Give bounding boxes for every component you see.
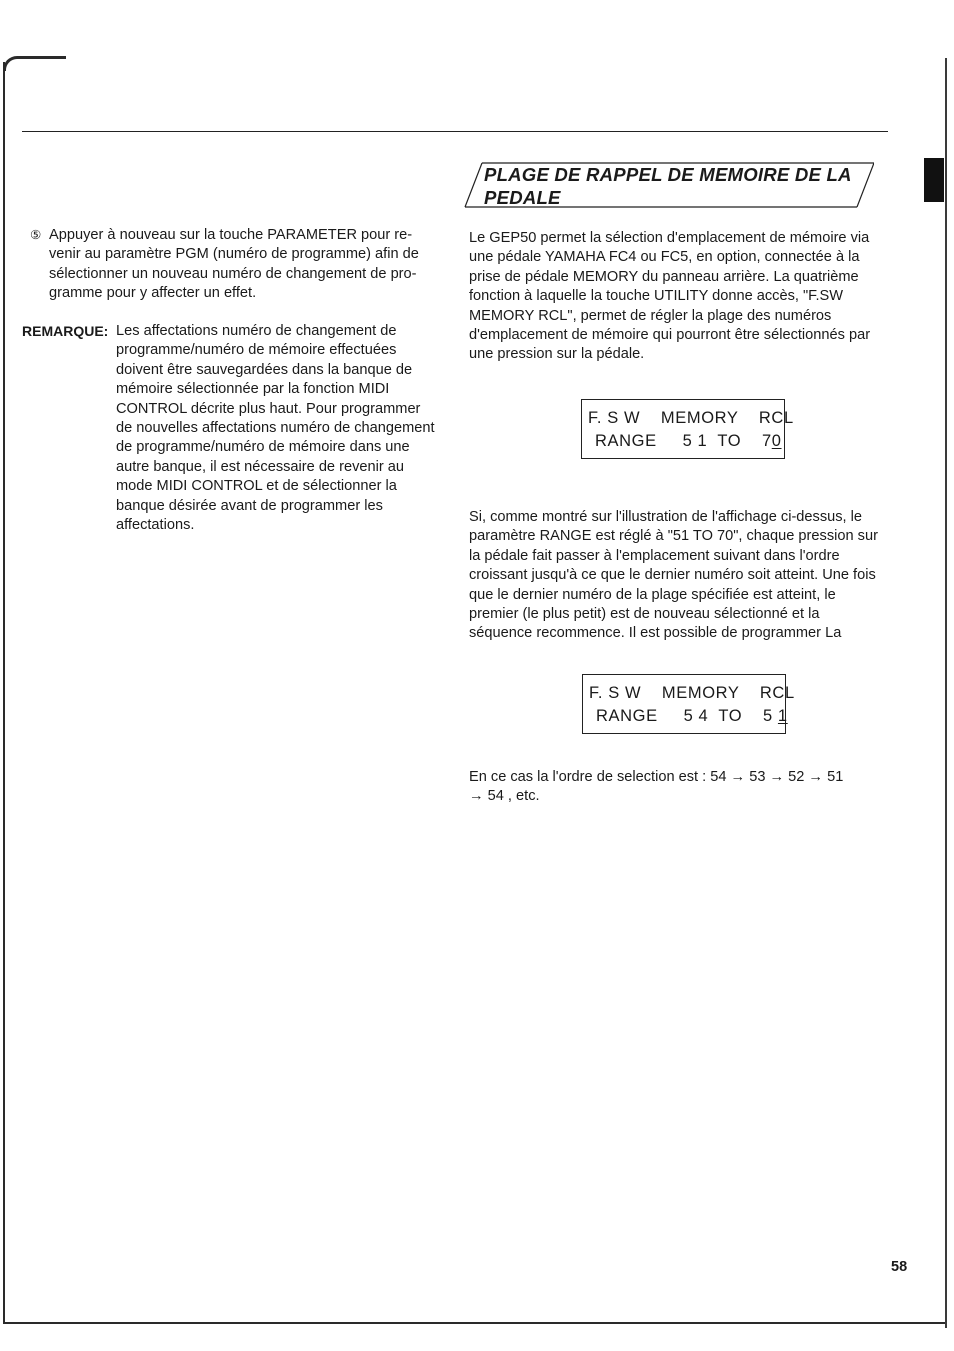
step-text: Appuyer à nouveau sur la touche PARAMETER pour re- venir au paramètre PGM (numéro de programme) afin de sélectionner un nouveau numéro de changement de pro- gramme pour y affecter un effet.: [49, 227, 419, 302]
section-tab-marker: [924, 158, 944, 202]
intro-paragraph: Le GEP50 permet la sélection d'emplacement de mémoire via une pédale YAMAHA FC4 ou FC5, en option, connectée à la prise de pédale MEMORY du panneau arrière. La quatrième fonction à laquelle la touche UTILITY donne accès, "F.SW MEMORY RCL", permet de régler la plage des numéros d'emplacement de mémoire qui pourront être sélectionnés par une pression sur la pédale.: [469, 230, 871, 363]
page-number: 58: [891, 1259, 908, 1275]
remark-text: Les affectations numéro de changement de programme/numéro de mémoire effectuées doivent être sauvegardées dans la banque de mémoire sélectionnée par la fonction MIDI CONTROL décrite plus haut. Pour programmer de nouvelles affectations numéro de changement de programme/numéro de mémoire dans une autre banque, il est nécessaire de revenir au mode MIDI CONTROL et de sélectionner la banque désirée avant de programmer les affectations.: [116, 323, 435, 534]
lcd-line-1: F. S W MEMORY RCL: [589, 684, 795, 702]
explanation-paragraph: Si, comme montré sur l'illustration de l'affichage ci-dessus, le paramètre RANGE est réglé à "51 TO 70", chaque pression sur la pédale fait passer à l'emplacement suivant dans l'ordre croissant jusqu'à ce que le dernier numéro soit atteint. Une fois que le dernier numéro de la plage spécifiée est atteint, le premier (le plus petit) est de nouveau sélectionné et la séquence recommence. Il est possible de programmer La: [469, 509, 878, 642]
lcd-line-2: [596, 705, 788, 727]
scan-edge-bottom: [3, 1322, 947, 1324]
lcd-line-2: [595, 430, 782, 452]
scan-edge-right: [945, 58, 947, 1328]
lcd-line-1: F. S W MEMORY RCL: [588, 409, 794, 427]
step-5: [30, 226, 430, 304]
lcd-display-range-51-70: [581, 399, 794, 459]
lcd-line-2-text: RANGE 5 1 TO 7: [595, 432, 772, 450]
lcd-display-range-54-51: [582, 674, 795, 734]
step-number: ⑤: [30, 228, 42, 242]
lcd-cursor-digit: 1: [777, 707, 788, 725]
remark-label: REMARQUE:: [22, 323, 109, 339]
lcd-line-2-text: RANGE 5 4 TO 5: [596, 707, 778, 725]
sequence-paragraph: En ce cas la l'ordre de selection est : 54 → 53 → 52 → 51 → 54 , etc.: [469, 769, 844, 805]
header-rule: [22, 131, 888, 132]
section-heading: PLAGE DE RAPPEL DE MEMOIRE DE LA PEDALE: [484, 164, 852, 208]
lcd-cursor-digit: 0: [771, 432, 782, 450]
scan-corner: [3, 56, 66, 71]
scan-edge-left: [3, 62, 5, 1324]
